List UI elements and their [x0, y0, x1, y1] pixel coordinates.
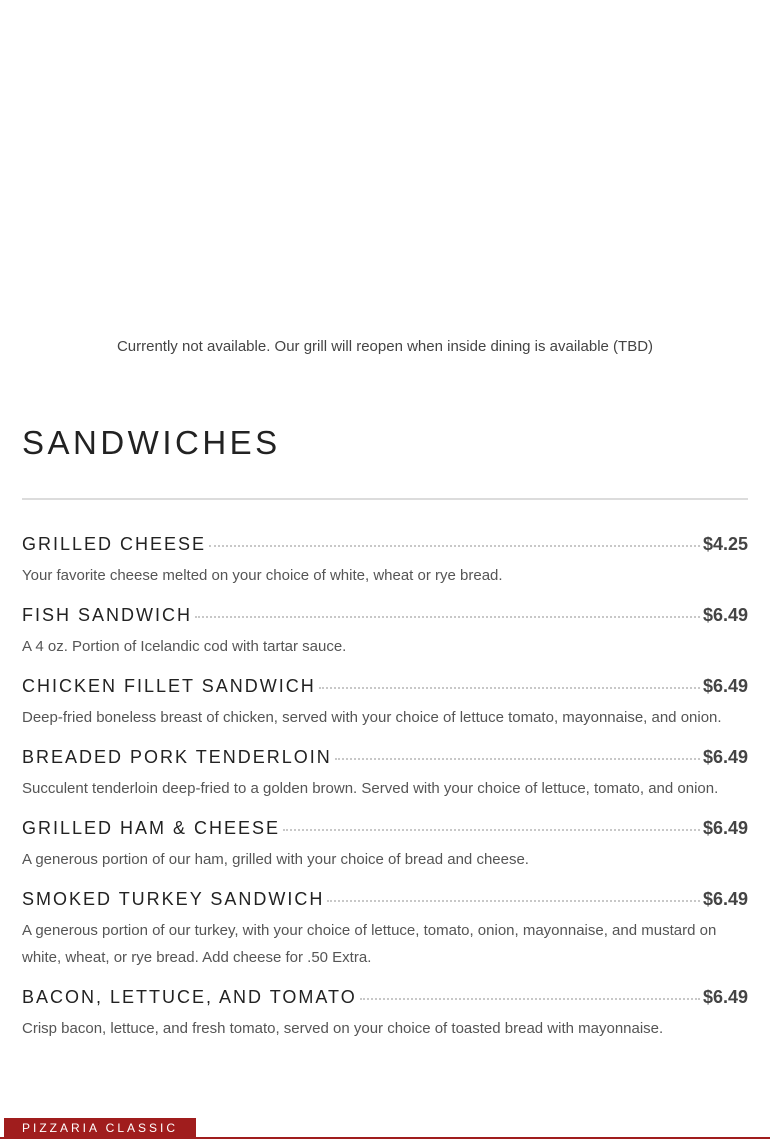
menu-item-description: A generous portion of our ham, grilled with your choice of bread and cheese.: [22, 851, 529, 868]
menu-item-description: A 4 oz. Portion of Icelandic cod with tartar sauce.: [22, 638, 347, 655]
section-divider: [22, 498, 748, 500]
menu-item-header: [22, 889, 748, 919]
availability-notice: Currently not available. Our grill will reopen when inside dining is available (TBD): [116, 338, 654, 355]
menu-item-description: Succulent tenderloin deep-fried to a golden brown. Served with your choice of lettuce, tomato, and onion.: [22, 780, 719, 797]
menu-item-header: [22, 676, 748, 706]
dot-leader: [209, 545, 700, 547]
section-title: SANDWICHES: [22, 424, 281, 461]
menu-item: [22, 747, 748, 802]
menu-item-name: GRILLED HAM & CHEESE: [22, 818, 281, 838]
menu-item: [22, 605, 748, 660]
dot-leader: [283, 829, 700, 831]
menu-item: [22, 818, 748, 873]
dot-leader: [335, 758, 700, 760]
menu-item-price: $6.49: [702, 818, 748, 838]
menu-item-price: $6.49: [702, 676, 748, 696]
footer-brand-tab[interactable]: PIZZARIA CLASSIC: [4, 1118, 196, 1139]
menu-item-description: Deep-fried boneless breast of chicken, served with your choice of lettuce tomato, mayonnaise, and onion.: [22, 709, 722, 726]
menu-item-description: Your favorite cheese melted on your choice of white, wheat or rye bread.: [22, 567, 503, 584]
menu-item-name: CHICKEN FILLET SANDWICH: [22, 676, 316, 696]
dot-leader: [327, 900, 700, 902]
menu-item-header: [22, 987, 748, 1017]
dot-leader: [195, 616, 700, 618]
menu-list: [22, 534, 748, 1058]
dot-leader: [360, 998, 700, 1000]
menu-item-name: BACON, LETTUCE, AND TOMATO: [22, 987, 357, 1007]
menu-item-price: $6.49: [702, 747, 748, 767]
menu-item-header: [22, 534, 748, 564]
menu-item-name: BREADED PORK TENDERLOIN: [22, 747, 332, 767]
menu-item: [22, 534, 748, 589]
menu-item-price: $6.49: [702, 987, 748, 1007]
menu-item: [22, 889, 748, 971]
menu-item-name: SMOKED TURKEY SANDWICH: [22, 889, 325, 909]
menu-item-price: $4.25: [702, 534, 748, 554]
menu-item: [22, 987, 748, 1042]
menu-item-header: [22, 605, 748, 635]
menu-item-description: A generous portion of our turkey, with your choice of lettuce, tomato, onion, mayonnaise, and mustard on white, wheat, or rye bread. Add cheese for .50 Extra.: [22, 922, 717, 966]
menu-item-price: $6.49: [702, 889, 748, 909]
menu-item: [22, 676, 748, 731]
menu-item-price: $6.49: [702, 605, 748, 625]
menu-item-name: GRILLED CHEESE: [22, 534, 207, 554]
menu-item-name: FISH SANDWICH: [22, 605, 192, 625]
menu-item-description: Crisp bacon, lettuce, and fresh tomato, served on your choice of toasted bread with mayonnaise.: [22, 1020, 664, 1037]
menu-item-header: [22, 818, 748, 848]
dot-leader: [319, 687, 700, 689]
menu-item-header: [22, 747, 748, 777]
